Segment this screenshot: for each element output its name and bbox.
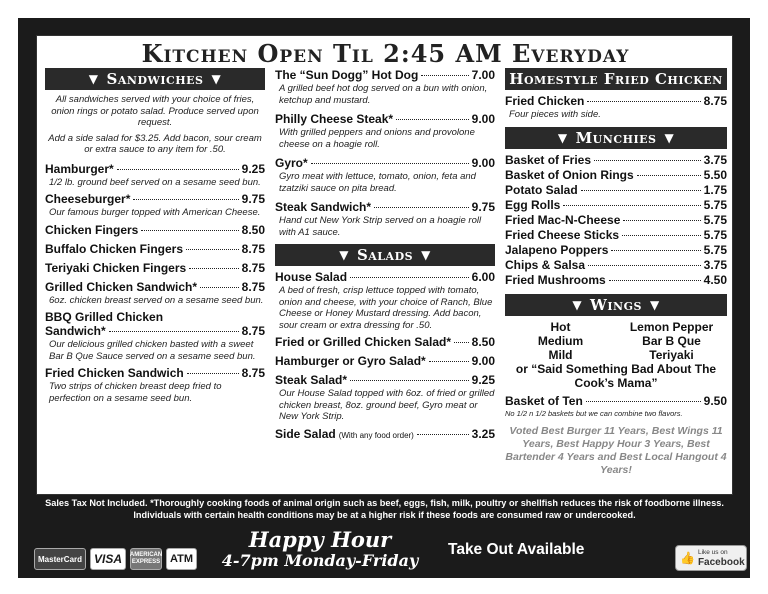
steer-skull-icon: ▼	[421, 248, 431, 262]
item-description: 6oz. chicken breast served on a sesame seed bun.	[49, 294, 264, 306]
salads-banner	[275, 244, 495, 266]
steer-skull-icon: ▼	[557, 130, 568, 145]
wing-flavors	[505, 320, 727, 362]
item-name: Philly Cheese Steak*	[275, 112, 394, 126]
steer-skull-icon: ▼	[339, 248, 349, 262]
item-price: 5.75	[703, 227, 727, 242]
item-price: 9.00	[471, 112, 495, 126]
item-description: A grilled beef hot dog served on a bun with onion, ketchup and mustard.	[279, 83, 488, 106]
item-price: 9.25	[471, 373, 495, 387]
item-price: 5.75	[703, 242, 727, 257]
item-price: 9.75	[471, 200, 495, 214]
amex-logo: AMERICAN EXPRESS	[130, 548, 162, 570]
menu-item	[275, 354, 495, 369]
column-chicken-munchies-wings	[505, 68, 727, 477]
item-description: A bed of fresh, crisp lettuce topped with tomato, onion and cheese, with your choice of Ranch, Blue Cheese or Honey Mustard dressing. Add bacon, sour cream or extra dressing for .50.	[279, 285, 493, 331]
food-safety-disclaimer: Sales Tax Not Included. *Thoroughly cooking foods of animal origin such as beef, eggs, fish, milk, poultry or shellfish reduces the risk of foodborne illness. Individuals with certain health conditions may be at a higher risk if these foods are consumed raw or undercooked.	[45, 498, 724, 520]
item-name: Grilled Chicken Sandwich*	[45, 279, 198, 294]
menu-item	[45, 280, 265, 307]
item-price: 8.75	[241, 324, 265, 338]
item-name: Gyro*	[275, 156, 308, 170]
menu-item	[505, 228, 727, 243]
item-price: 9.25	[241, 161, 265, 176]
wing-flavor: Mild	[548, 347, 573, 362]
menu-item	[505, 258, 727, 273]
item-description: 1/2 lb. ground beef served on a sesame seed bun.	[49, 176, 261, 188]
mastercard-logo: MasterCard	[34, 548, 86, 570]
steer-skull-icon: ▼	[211, 72, 222, 86]
steer-skull-icon: ▼	[649, 297, 660, 312]
menu-item	[505, 394, 727, 409]
item-price: 8.75	[241, 366, 265, 380]
item-name: BBQ Grilled Chicken	[45, 310, 164, 324]
item-price: 5.50	[703, 167, 727, 182]
wing-flavor: Medium	[537, 333, 584, 348]
munchies-heading: Munchies	[575, 128, 657, 147]
wing-flavor: Hot	[550, 319, 571, 334]
menu-item	[275, 200, 495, 238]
item-price: 8.75	[241, 260, 265, 275]
item-description: Our delicious grilled chicken basted with a sweet Bar B Que Sauce served on a sesame seed bun.	[49, 339, 256, 362]
item-price: 8.75	[241, 279, 265, 294]
salads-heading: Salads	[356, 246, 414, 264]
menu-item	[45, 310, 265, 362]
menu-item	[505, 198, 727, 213]
payment-methods	[34, 548, 197, 570]
item-name: Basket of Onion Rings	[505, 167, 634, 182]
item-name: Chicken Fingers	[45, 222, 139, 237]
item-name: Fried Mushrooms	[505, 272, 606, 287]
menu-item	[505, 213, 727, 228]
item-name: Cheeseburger*	[45, 192, 131, 206]
item-name: Fried Chicken	[505, 94, 585, 108]
thumbs-up-icon: 👍	[680, 551, 695, 565]
atm-logo: ATM	[166, 548, 197, 570]
item-name: Steak Salad*	[275, 373, 348, 387]
item-price: 6.00	[471, 270, 495, 284]
steer-skull-icon: ▼	[572, 297, 583, 312]
item-price: 5.75	[703, 212, 727, 227]
sandwiches-heading: Sandwiches	[106, 70, 204, 88]
takeout-notice: Take Out Available	[448, 541, 585, 558]
menu-item	[275, 156, 495, 194]
item-price: 9.00	[471, 354, 495, 368]
item-name-cont: Sandwich*	[45, 324, 106, 338]
item-description: Gyro meat with lettuce, tomato, onion, feta and tzatziki sauce on pita bread.	[279, 171, 476, 194]
item-price: 8.50	[471, 335, 495, 349]
sandwiches-intro: All sandwiches served with your choice of fries, onion rings or potato salad. Produce served upon request.	[51, 94, 259, 128]
wing-flavor: Teriyaki	[649, 347, 694, 362]
item-name: The “Sun Dogg” Hot Dog	[275, 68, 419, 82]
item-note: (With any food order)	[338, 430, 414, 440]
menu-item	[45, 242, 265, 257]
item-name: Egg Rolls	[505, 197, 561, 212]
fried-chicken-heading: Homestyle Fried Chicken	[509, 70, 723, 88]
visa-logo: VISA	[90, 548, 126, 570]
menu-item	[45, 261, 265, 276]
item-price: 5.75	[703, 197, 727, 212]
steer-skull-icon: ▼	[664, 130, 675, 145]
item-price: 8.75	[241, 241, 265, 256]
menu-item	[45, 366, 265, 404]
fried-chicken-banner	[505, 68, 727, 90]
menu-item	[505, 273, 727, 288]
item-description: Hand cut New York Strip served on a hoagie roll with A1 sauce.	[279, 215, 482, 238]
item-name: Jalapeno Poppers	[505, 242, 609, 257]
column-sandwiches	[45, 68, 265, 404]
happy-hour-title: Happy Hour	[248, 527, 392, 552]
item-price: 4.50	[703, 272, 727, 287]
munchies-banner	[505, 127, 727, 149]
item-name: Fried Cheese Sticks	[505, 227, 620, 242]
item-name: Hamburger or Gyro Salad*	[275, 354, 426, 368]
menu-item	[275, 427, 495, 443]
item-name: Fried Mac-N-Cheese	[505, 212, 621, 227]
item-price: 8.50	[241, 222, 265, 237]
menu-item	[505, 183, 727, 198]
sandwiches-addons: Add a side salad for $3.25. Add bacon, sour cream or extra sauce to any item for .50.	[48, 132, 262, 155]
item-price: 3.75	[703, 257, 727, 272]
facebook-brand: Facebook	[697, 557, 745, 568]
wing-flavor: Bar B Que	[642, 333, 701, 348]
wings-banner	[505, 294, 727, 316]
item-name: Steak Sandwich*	[275, 200, 372, 214]
wings-note: No 1/2 n 1/2 baskets but we can combine two flavors.	[505, 408, 683, 418]
item-name: Side Salad	[275, 426, 336, 441]
item-name: Basket of Fries	[505, 152, 592, 167]
item-price: 9.50	[703, 393, 727, 408]
item-price: 9.00	[471, 156, 495, 170]
menu-item	[275, 270, 495, 331]
item-name: House Salad	[275, 270, 348, 284]
menu-item	[45, 192, 265, 219]
menu-item	[275, 335, 495, 350]
item-name: Teriyaki Chicken Fingers	[45, 260, 187, 275]
steer-skull-icon: ▼	[88, 72, 99, 86]
happy-hour	[200, 528, 440, 571]
happy-hour-times: 4-7pm Monday-Friday	[221, 551, 419, 570]
menu-item	[505, 243, 727, 258]
menu-item	[45, 223, 265, 238]
wing-special-flavor: or “Said Something Bad About The Cook’s Mama”	[515, 361, 717, 390]
menu-item	[275, 112, 495, 150]
facebook-like-label: Like us on	[697, 549, 728, 556]
item-price: 1.75	[703, 182, 727, 197]
item-description: With grilled peppers and onions and provolone cheese on a hoagie roll.	[279, 127, 475, 150]
item-price: 8.75	[703, 94, 727, 108]
item-description: Our famous burger topped with American Cheese.	[49, 207, 261, 218]
menu-panel	[36, 35, 733, 495]
column-hotdogs-salads	[275, 68, 495, 443]
menu-item	[505, 168, 727, 183]
item-name: Fried or Grilled Chicken Salad*	[275, 335, 452, 349]
item-price: 3.75	[703, 152, 727, 167]
item-price: 7.00	[471, 68, 495, 82]
wing-flavor: Lemon Pepper	[629, 319, 714, 334]
item-description: Four pieces with side.	[509, 109, 601, 120]
item-name: Chips & Salsa	[505, 257, 586, 272]
item-description: Our House Salad topped with 6oz. of fried or grilled chicken breast, 8oz. ground beef, Gyro meat or New York Strip.	[279, 388, 495, 422]
kitchen-hours-title: Kitchen Open Til 2:45 AM Everyday	[141, 39, 630, 68]
menu-item	[275, 373, 495, 423]
wings-heading: Wings	[590, 295, 642, 314]
menu-item	[275, 68, 495, 106]
awards-promo: Voted Best Burger 11 Years, Best Wings 11 Years, Best Happy Hour 3 Years, Best Bartender 4 Years and Best Local Hangout 4 Years!	[505, 424, 727, 476]
menu-item	[505, 94, 727, 121]
item-price: 3.25	[471, 426, 495, 441]
item-name: Fried Chicken Sandwich	[45, 366, 184, 380]
sandwiches-banner	[45, 68, 265, 90]
item-name: Hamburger*	[45, 161, 114, 176]
item-name: Basket of Ten	[505, 393, 583, 408]
item-name: Potato Salad	[505, 182, 578, 197]
item-price: 9.75	[241, 192, 265, 206]
item-name: Buffalo Chicken Fingers	[45, 241, 184, 256]
facebook-like-button[interactable]	[675, 545, 747, 571]
menu-item	[505, 153, 727, 168]
menu-item	[45, 162, 265, 189]
item-description: Two strips of chicken breast deep fried to perfection on a sesame seed bun.	[49, 381, 222, 404]
